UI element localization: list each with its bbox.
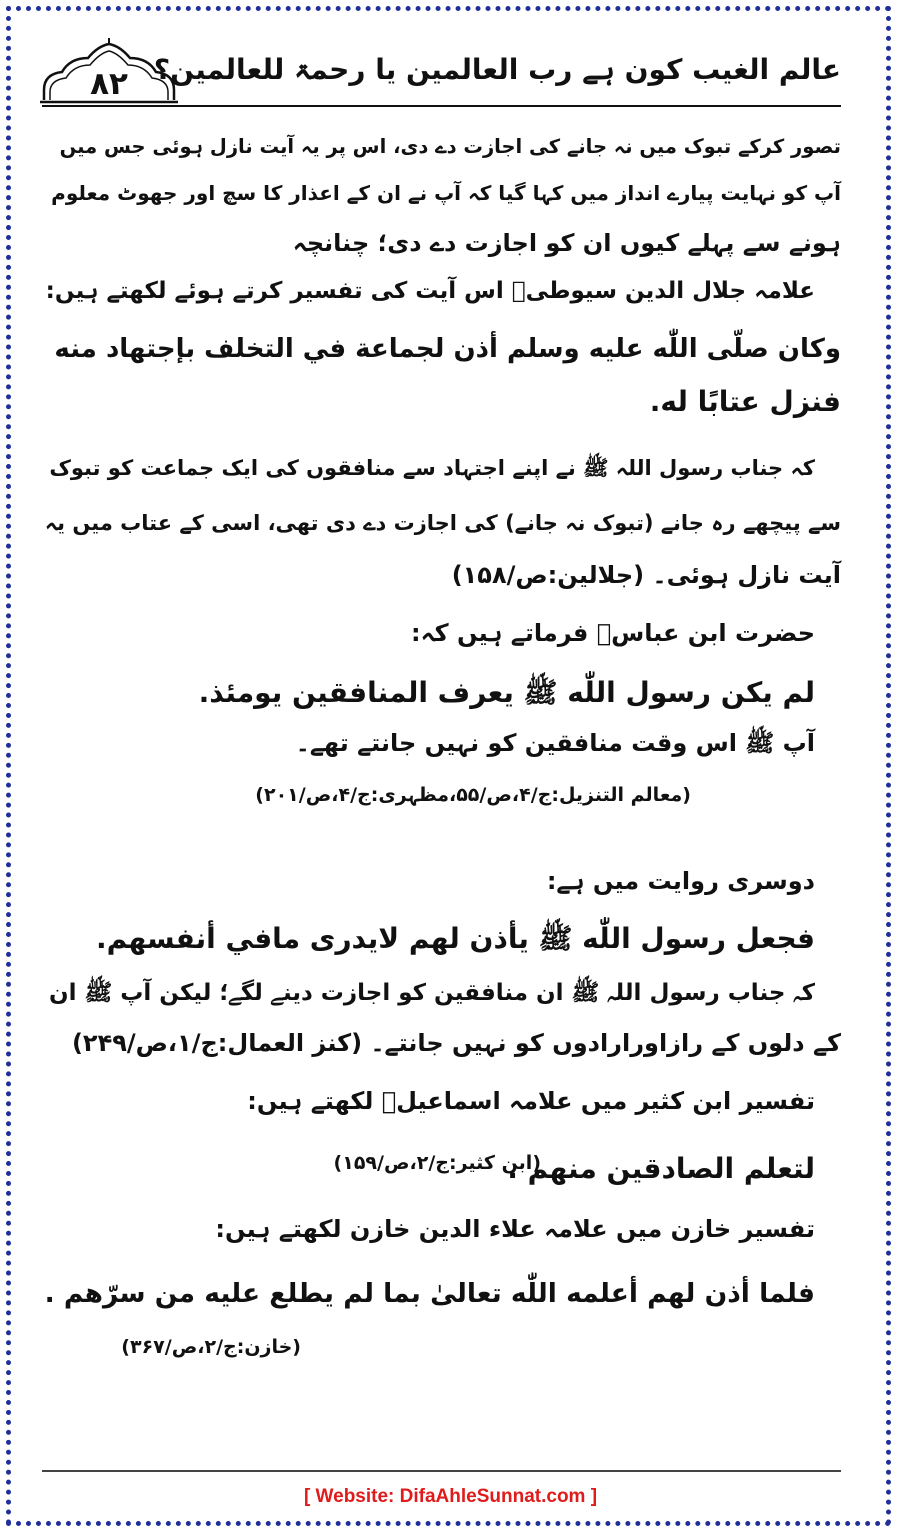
arabic-quote-line: وکان صلّی اللّٰه علیه وسلم أذن لجماعة في التخلف بإجتهاد منه xyxy=(54,334,841,364)
second-narration-intro: دوسری روایت میں ہے: xyxy=(546,867,815,895)
page-number: ۸۲ xyxy=(90,66,128,102)
paragraph-line: سے پیچھے رہ جانے (تبوک نہ جانے) کی اجازت دے دی تھی، اسی کے عتاب میں یہ xyxy=(44,511,841,535)
paragraph-line: آپ کو نہایت پیارے انداز میں کہا گیا کہ آپ نے ان کے اعذار کا سچ اور جھوٹ معلوم xyxy=(51,181,841,205)
website-link[interactable]: [ Website: DifaAhleSunnat.com ] xyxy=(303,1486,598,1507)
translation-line: آپ ﷺ اس وقت منافقین کو نہیں جانتے تھے۔ xyxy=(295,729,815,757)
page-title: عالم الغیب کون ہے رب العالمین یا رحمۃ للعالمین؟ xyxy=(153,53,841,86)
paragraph-line: آیت نازل ہوئی۔ (جلالین:ص/۱۵۸) xyxy=(451,561,841,589)
header-divider xyxy=(42,105,841,107)
reference: (معالم التنزیل:ج/۴،ص/۵۵،مظہری:ج/۴،ص/۲۰۱) xyxy=(255,784,691,806)
arabic-quote-line: فنزل عتابًا له. xyxy=(649,385,841,418)
reference: (خازن:ج/۲،ص/۳۶۷) xyxy=(121,1336,301,1358)
arabic-quote: لم یکن رسول اللّٰه ﷺ یعرف المنافقین یومئذ. xyxy=(198,676,815,709)
page-body xyxy=(42,112,841,1466)
footer-divider xyxy=(42,1470,841,1472)
paragraph-line: تصور کرکے تبوک میں نہ جانے کی اجازت دے دی، اس پر یہ آیت نازل ہوئی جس میں xyxy=(59,135,841,158)
khazin-intro: تفسیر خازن میں علامہ علاء الدین خازن لکھتے ہیں: xyxy=(215,1215,815,1243)
paragraph-line: کہ جناب رسول اللہ ﷺ ان منافقین کو اجازت دینے لگے؛ لیکن آپ ﷺ ان xyxy=(48,980,815,1006)
arabic-quote: لتعلم الصادقین منهم . xyxy=(507,1152,815,1185)
paragraph-line: ہونے سے پہلے کیوں ان کو اجازت دے دی؛ چنانچہ xyxy=(292,229,841,257)
arabic-quote: فلما أذن لهم أعلمه اللّٰه تعالیٰ بما لم یطلع علیه من سرّهم . xyxy=(44,1278,815,1309)
paragraph-line: کہ جناب رسول اللہ ﷺ نے اپنے اجتہاد سے منافقوں کی ایک جماعت کو تبوک xyxy=(49,456,815,480)
ibn-abbas-intro: حضرت ابن عباسؓ فرماتے ہیں کہ: xyxy=(411,619,815,647)
ibn-kathir-intro: تفسیر ابن کثیر میں علامہ اسماعیلؒ لکھتے ہیں: xyxy=(247,1087,815,1115)
suyuti-intro: علامہ جلال الدین سیوطیؒ اس آیت کی تفسیر کرتے ہوئے لکھتے ہیں: xyxy=(45,278,815,304)
arabic-quote: فجعل رسول اللّٰه ﷺ یأذن لهم لایدری مافي أنفسهم. xyxy=(95,922,815,955)
reference: (ابن کثیر:ج/۲،ص/۱۵۹) xyxy=(333,1152,541,1174)
paragraph-line: کے دلوں کے رازاورارادوں کو نہیں جانتے۔ (کنز العمال:ج/۱،ص/۲۴۹) xyxy=(71,1029,841,1057)
